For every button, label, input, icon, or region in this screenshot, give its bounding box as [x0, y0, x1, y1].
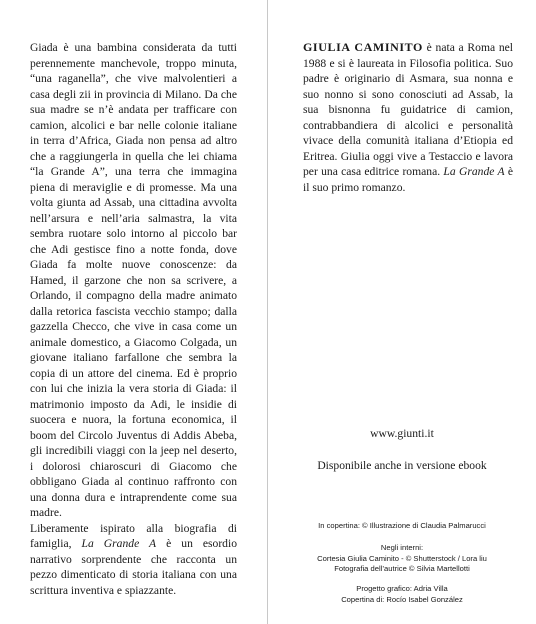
inner-credits-line-1: Cortesia Giulia Caminito - © Shutterstock / Lora liu [317, 553, 487, 563]
inner-credits [268, 543, 536, 575]
synopsis-paragraph-1: Giada è una bambina considerata da tutti perennemente manchevole, troppo minuta, “una raganella”, che vive malvolentieri a casa degli zii in provincia di Milano. Da che sua madre se n’è andata per trafficare con camion, alcolici e bar nelle colonie italiane in terra d’Africa, Giada non pensa ad altro che a raggiungerla in quella che lei chiama “la Grande A”, una terra che immagina piena di meraviglie e di promesse. Ma una volta giunta ad Assab, una cittadina avvolta nell’arsura e nell’aria salmastra, la vita sembra ruotare solo intorno al piccolo bar che Adi gestisce fino a notte fonda, dove Giada fa molte nuove conoscenze: da Hamed, il garzone che non sa scrivere, a Orlando, il compagno della madre animato dalla retorica fascista vecchio stampo; dalla gazzella Checco, che vive in casa come un animale domestico, a Giacomo Colgada, un giovane italiano farfallone che sembra la copia di un attore del cinema. Ed è proprio con lui che inizia la vera storia di Giada: il matrimonio imposto da Adi, le insidie di suocera e nuora, la fortuna economica, il boom del Circolo Juventus di Addis Abeba, gli incredibili viaggi con la jeep nel deserto, i dolorosi chiaroscuri di Giacomo che obbligano Giada al continuo raffronto con una donna dura e intraprendente come sua madre. [30, 41, 237, 519]
graphic-design-credit: Progetto grafico: Adria Villa [356, 584, 448, 593]
author-bio [303, 40, 513, 195]
synopsis-paragraph-2 [30, 521, 237, 599]
synopsis-paragraph-2-end: è un esordio narrativo sorprendente che racconta un pezzo dimenticato di storia italiana con una scrittura inventiva e spiazzante. [30, 537, 237, 597]
author-bio-paragraph [303, 40, 513, 195]
back-flap [268, 0, 536, 624]
ebook-note: Disponibile anche in versione ebook [317, 459, 487, 472]
cover-credit [268, 521, 536, 532]
publisher-website: www.giunti.it [370, 427, 434, 440]
synopsis-paragraph-2-start: Liberamente ispirato alla biografia di famiglia, [30, 521, 237, 550]
cover-credit-line: In copertina: © Illustrazione di Claudia Palmarucci [318, 521, 486, 530]
synopsis [30, 40, 237, 598]
author-bio-start: è nata a Roma nel 1988 e si è laureata in Filosofia politica. Suo padre è originario di Asmara, sua nonna e suo nonno si sono conosciuti ad Assab, la sua bisnonna fu guidatrice di camion, contrabbandiera di alcolici e personalità vivace della comunità italiana d’Etiopia ed Eritrea. Giulia oggi vive a Testaccio e lavora per una casa editrice romana. [303, 41, 513, 178]
author-bio-end: è il suo primo romanzo. [303, 165, 514, 194]
book-title: La Grande A [81, 537, 157, 550]
bio-book-title: La Grande A [443, 165, 505, 178]
cover-design-credit: Copertina di: Rocío Isabel González [341, 594, 463, 604]
design-credits [268, 584, 536, 605]
author-name: GIULIA CAMINITO [303, 40, 423, 54]
inner-credits-line-2: Fotografia dell’autrice © Silvia Martellotti [334, 564, 470, 573]
inner-credits-heading: Negli interni: [380, 543, 424, 552]
